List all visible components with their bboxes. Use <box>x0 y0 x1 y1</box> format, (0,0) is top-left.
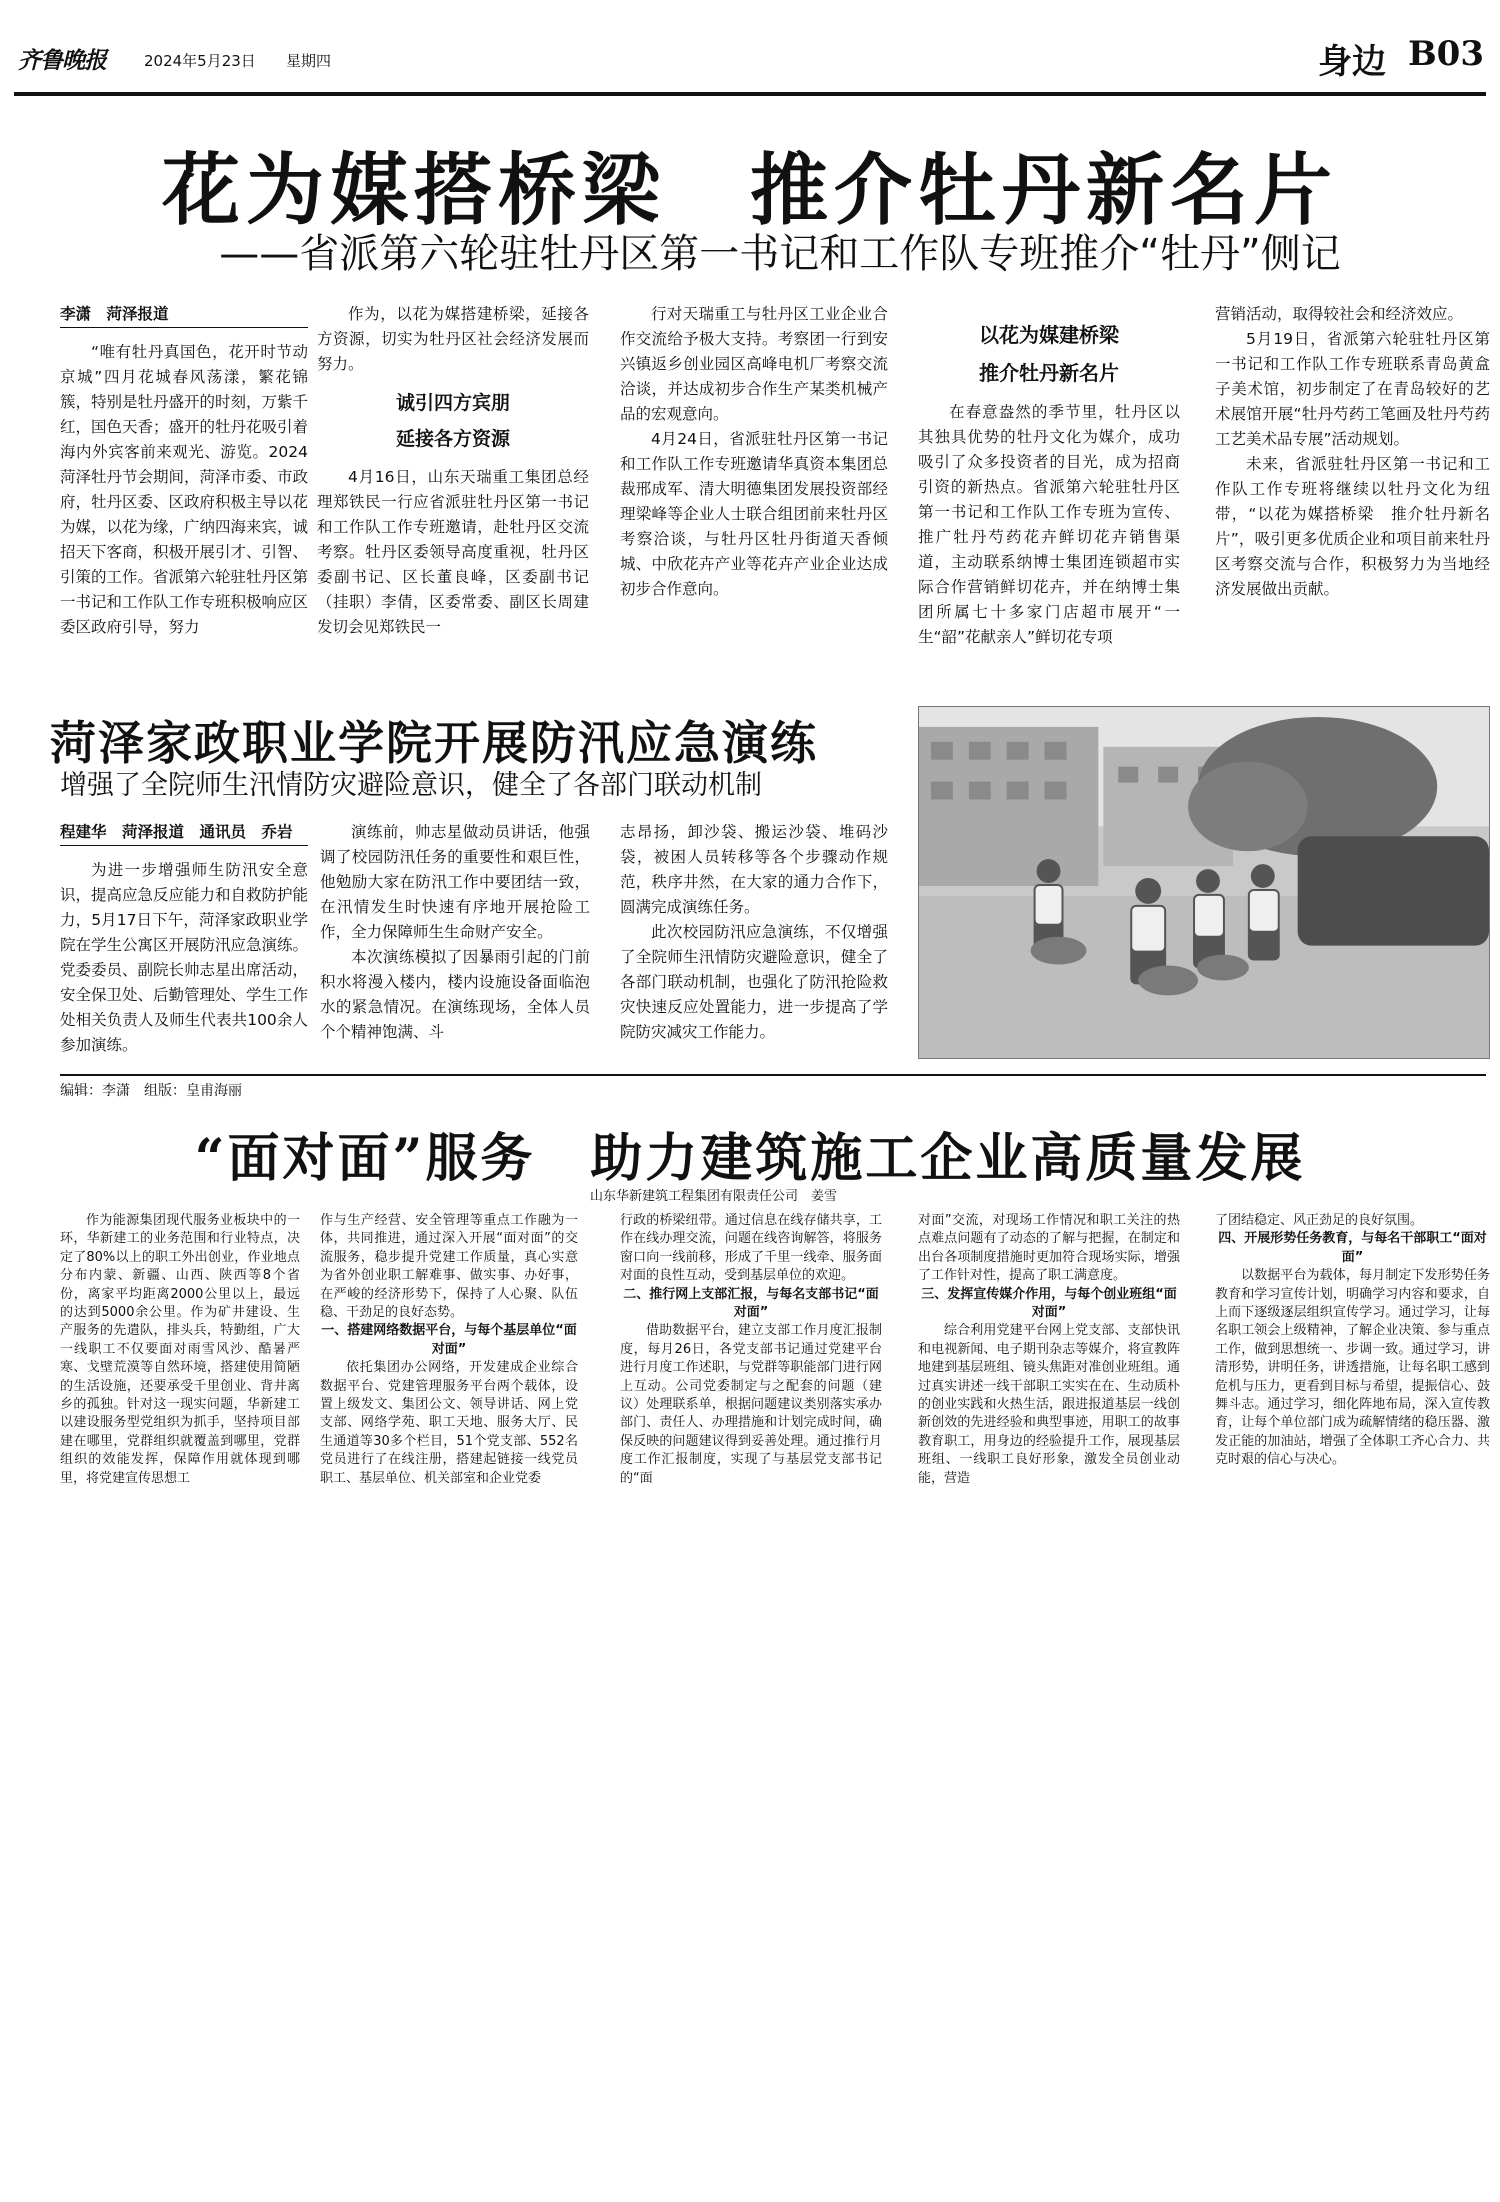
paragraph: 未来，省派驻牡丹区第一书记和工作队工作专班将继续以牡丹文化为纽带，“以花为媒搭桥梁 推介牡丹新名片”，吸引更多优质企业和项目前来牡丹区考察交流与合作，积极努力为当地经济发展做出贡献。 <box>1215 455 1490 598</box>
paragraph: 对面”交流，对现场工作情况和职工关注的热点难点问题有了动态的了解与把握，在制定和出台各项制度措施时更加符合现场实际，增强了工作针对性，提高了职工满意度。 <box>918 1213 1180 1284</box>
paragraph: 作为，以花为媒搭建桥梁，延接各方资源，切实为牡丹区社会经济发展而努力。 <box>317 305 589 373</box>
story1-column-3 <box>620 302 888 662</box>
newspaper-logo: 齐鲁晚报 <box>18 47 106 74</box>
paragraph: 作为能源集团现代服务业板块中的一环，华新建工的业务范围和行业特点，决定了80%以上的职工外出创业，作业地点分布内蒙、新疆、山西、陕西等8个省份，离家平均距离2000公里以上，最远的达到5000余公里。作为矿井建设、生产服务的先遣队，排头兵，特勤组，广大一线职工不仅要面对雨雪风沙、酷暑严寒、戈壁荒漠等自然环境，搭建使用简陋的生活设施，还要承受千里创业、背井离乡的孤独。针对这一现实问题，华新建工以建设服务型党组织为抓手，坚持项目部建在哪里，党群组织就覆盖到哪里，党群组织的效能发挥，保障作用就体现到哪里，将党建宣传思想工 <box>60 1213 300 1486</box>
section-heading: 一、搭建网络数据平台，与每个基层单位“面对面” <box>321 1323 577 1357</box>
paragraph: 了团结稳定、风正劲足的良好氛围。 <box>1215 1213 1424 1228</box>
issue-weekday: 星期四 <box>286 52 332 70</box>
story1-column-5 <box>1215 302 1490 662</box>
story1-byline: 李潇 菏泽报道 <box>60 302 308 328</box>
flood-drill-photo <box>918 706 1490 1059</box>
paragraph: 以数据平台为载体，每月制定下发形势任务教育和学习宣传计划，明确学习内容和要求，自上而下逐级逐层组织宣传学习。通过学习，让每名职工领会上级精神，了解企业决策、参与重点工作，做到思想统一、步调一致。通过学习，讲清形势，讲明任务，讲透措施，让每名职工感到危机与压力，更看到目标与希望，提振信心、鼓舞斗志。通过学习，细化阵地布局，深入宣传教育，让每个单位部门成为疏解情绪的稳压器、激发正能的加油站，增强了全体职工齐心合力、共克时艰的信心与决心。 <box>1215 1268 1490 1468</box>
story3-credit: 山东华新建筑工程集团有限责任公司 姜雪 <box>590 1189 838 1204</box>
story1-subhead-1: 诚引四方宾朋 延接各方资源 <box>395 392 510 450</box>
paragraph: 为进一步增强师生防汛安全意识，提高应急反应能力和自救防护能力，5月17日下午，菏泽家政职业学院在学生公寓区开展防汛应急演练。党委委员、副院长帅志星出席活动，安全保卫处、后勤管理处、学生工作处相关负责人及师生代表共100余人参加演练。 <box>60 861 308 1054</box>
story1-subtitle: ——省派第六轮驻牡丹区第一书记和工作队专班推介“牡丹”侧记 <box>219 231 1341 277</box>
story1-column-4 <box>918 310 1180 662</box>
paragraph: 依托集团办公网络，开发建成企业综合数据平台、党建管理服务平台两个载体，设置上级发文、集团公文、领导讲话、网上党支部、网络学苑、职工天地、服务大厅、民生通道等30多个栏目，51个党支部、552名党员进行了在线注册，搭建起链接一线党员职工、基层单位、机关部室和企业党委 <box>320 1360 578 1486</box>
story3-column-4 <box>918 1212 1180 1542</box>
story1-headline: 花为媒搭桥梁 推介牡丹新名片 <box>161 145 1338 236</box>
paragraph: 演练前，帅志星做动员讲话，他强调了校园防汛任务的重要性和艰巨性，他勉励大家在防汛工作中要团结一致，在汛情发生时快速有序地开展抢险工作，全力保障师生生命财产安全。 <box>320 823 590 941</box>
story3-column-5 <box>1215 1212 1490 1542</box>
editor-credit: 编辑：李潇 组版：皇甫海丽 <box>60 1083 242 1099</box>
section-heading: 二、推行网上支部汇报，与每名支部书记“面对面” <box>623 1286 879 1321</box>
masthead-rule <box>14 92 1486 96</box>
story3-column-1 <box>60 1212 300 1542</box>
issue-date: 2024年5月23日 <box>144 52 256 70</box>
story3-column-2 <box>320 1212 578 1542</box>
section-name: 身边 <box>1318 42 1386 82</box>
paragraph: 本次演练模拟了因暴雨引起的门前积水将漫入楼内，楼内设施设备面临泡水的紧急情况。在演练现场，全体人员个个精神饱满、斗 <box>320 948 590 1041</box>
story2-headline: 菏泽家政职业学院开展防汛应急演练 <box>50 716 818 770</box>
story2-column-2 <box>320 820 590 1060</box>
story3-column-3 <box>620 1212 882 1542</box>
section-heading: 四、开展形势任务教育，与每名干部职工“面对面” <box>1218 1231 1487 1265</box>
flood-drill-photo-icon <box>919 707 1489 1058</box>
paragraph: 作与生产经营、安全管理等重点工作融为一体，共同推进，通过深入开展“面对面”的交流服务，稳步提升党建工作质量，真心实意为省外创业职工解难事、做实事、办好事，在严峻的经济形势下，保持了人心聚、队伍稳、干劲足的良好态势。 <box>320 1213 578 1321</box>
paragraph: 行对天瑞重工与牡丹区工业企业合作交流给予极大支持。考察团一行到安兴镇返乡创业园区高峰电机厂考察交流洽谈，并达成初步合作生产某类机械产品的宏观意向。 <box>620 305 888 423</box>
story2-subtitle: 增强了全院师生汛情防灾避险意识，健全了各部门联动机制 <box>60 770 762 801</box>
paragraph: 借助数据平台，建立支部工作月度汇报制度，每月26日，各党支部书记通过党建平台进行月度工作述职，与党群等职能部门进行网上互动。公司党委制定与之配套的问题（建议）处理联系单，根据问题建议类别落实承办部门、责任人、办理措施和计划完成时间，确保反映的问题建议得到妥善处理。通过推行月度工作汇报制度，实现了与基层党支部书记的“面 <box>620 1323 882 1486</box>
paragraph: “唯有牡丹真国色，花开时节动京城”四月花城春风荡漾，繁花锦簇，特别是牡丹盛开的时刻，万紫千红，国色天香；盛开的牡丹花吸引着海内外宾客前来观光、游览。2024菏泽牡丹节会期间，菏泽市委、市政府，牡丹区委、区政府积极主导以花为媒，以花为缘，广纳四海来宾，诚招天下客商，积极开展引才、引智、引策的工作。省派第六轮驻牡丹区第一书记和工作队工作专班积极响应区委区政府引导，努力 <box>60 343 308 636</box>
paragraph: 5月19日，省派第六轮驻牡丹区第一书记和工作队工作专班联系青岛黄盒子美术馆，初步制定了在青岛较好的艺术展馆开展“牡丹芍药工笔画及牡丹芍药工艺美术品专展”活动规划。 <box>1215 330 1490 448</box>
story3-headline: “面对面”服务 助力建筑施工企业高质量发展 <box>194 1128 1306 1189</box>
section-heading: 三、发挥宣传媒介作用，与每个创业班组“面对面” <box>921 1286 1177 1321</box>
story1-column-2 <box>317 302 589 662</box>
paragraph: 行政的桥梁纽带。通过信息在线存储共享，工作在线办理交流，问题在线咨询解答，将服务窗口向一线前移，形成了千里一线牵、服务面对面的良性互动，受到基层单位的欢迎。 <box>620 1213 882 1284</box>
story2-column-1 <box>60 820 308 1060</box>
paragraph: 4月16日，山东天瑞重工集团总经理郑铁民一行应省派驻牡丹区第一书记和工作队工作专班邀请，赴牡丹区交流考察。牡丹区委领导高度重视，牡丹区委副书记、区长董良峰，区委副书记（挂职）李倩，区委常委、副区长周建发切会见郑铁民一 <box>317 468 589 636</box>
paragraph: 综合利用党建平台网上党支部、支部快讯和电视新闻、电子期刊杂志等媒介，将宣教阵地建到基层班组、镜头焦距对准创业班组。通过真实讲述一线干部职工实实在在、生动质朴的创业实践和火热生活，跟进报道基层一线创新创效的先进经验和典型事迹，用职工的故事教育职工，用身边的经验提升工作，展现基层班组、一线职工良好形象，激发全员创业动能，营造 <box>918 1323 1180 1486</box>
page-number: B03 <box>1407 34 1484 74</box>
paragraph: 4月24日，省派驻牡丹区第一书记和工作队工作专班邀请华真资本集团总裁邢成军、清大明德集团发展投资部经理梁峰等企业人士联合组团前来牡丹区考察洽谈，与牡丹区牡丹街道天香倾城、中欣花卉产业等花卉产业企业达成初步合作意向。 <box>620 430 888 598</box>
story1-column-1 <box>60 302 308 662</box>
story2-byline: 程建华 菏泽报道 通讯员 乔岩 <box>60 820 308 846</box>
paragraph: 此次校园防汛应急演练，不仅增强了全院师生汛情防灾避险意识，健全了各部门联动机制，也强化了防汛抢险救灾快速反应处置能力，进一步提高了学院防灾减灾工作能力。 <box>620 923 888 1041</box>
story1-subhead-2: 以花为媒建桥梁 推介牡丹新名片 <box>979 323 1119 385</box>
paragraph: 在春意盎然的季节里，牡丹区以其独具优势的牡丹文化为媒介，成功吸引了众多投资者的目光，成为招商引资的新热点。省派第六轮驻牡丹区第一书记和工作队工作专班为宣传、推广牡丹芍药花卉鲜切花卉销售渠道，主动联系纳博士集团连锁超市实际合作营销鲜切花卉，并在纳博士集团所属七十多家门店超市展开“一生“韶”花献亲人”鲜切花专项 <box>918 403 1180 646</box>
story2-column-3 <box>620 820 888 1060</box>
masthead <box>14 30 1486 90</box>
paragraph: 营销活动，取得较社会和经济效应。 <box>1215 305 1464 323</box>
paragraph: 志昂扬，卸沙袋、搬运沙袋、堆码沙袋，被困人员转移等各个步骤动作规范，秩序井然，在大家的通力合作下，圆满完成演练任务。 <box>620 823 888 916</box>
section-divider <box>60 1074 1486 1076</box>
